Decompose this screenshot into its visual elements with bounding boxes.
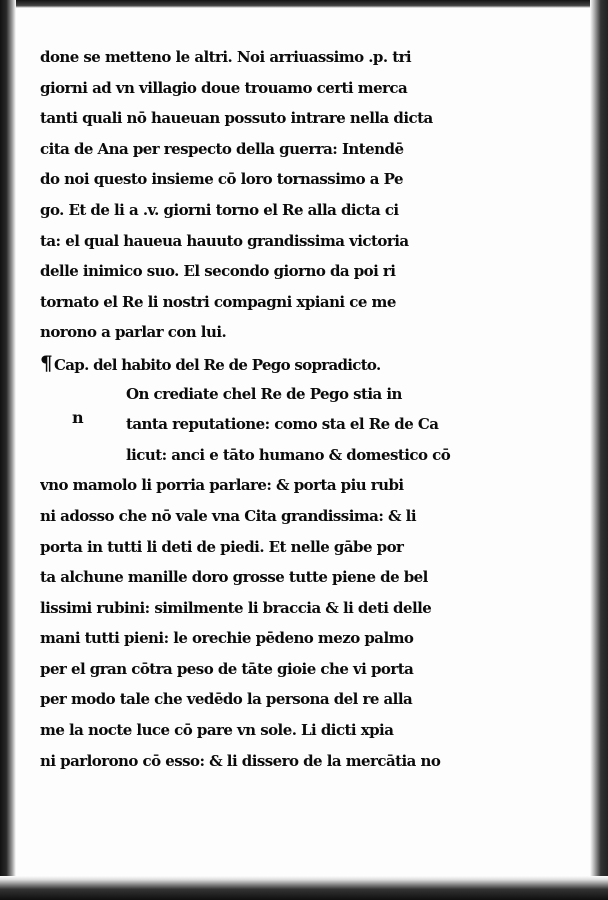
text-line: vno mamolo li porria parlare: & porta piu rubi — [40, 476, 404, 495]
text-line: tornato el Re li nostri compagni xpiani ce me — [40, 292, 396, 311]
text-line: do noi questo insieme cō loro tornassimo a Pe — [40, 170, 403, 189]
text-line: porta in tutti li deti de piedi. Et nelle gābe por — [40, 537, 404, 556]
text-line: cita de Ana per respecto della guerra: Intendē — [40, 139, 404, 158]
scan-edge-top — [0, 0, 608, 8]
text-line: licut: anci e tāto humano & domestico cō — [126, 445, 451, 464]
text-line: ni parlorono cō esso: & li dissero de la mercātia no — [40, 751, 441, 770]
chapter-heading — [40, 348, 532, 379]
scan-edge-left — [0, 0, 16, 900]
text-line: delle inimico suo. El secondo giorno da poi ri — [40, 262, 396, 281]
text-line: giorni ad vn villagio doue trouamo certi merca — [40, 78, 408, 97]
text-line: ni adosso che nō vale vna Cita grandissima: & li — [40, 506, 416, 525]
scan-edge-bottom — [0, 876, 608, 900]
text-line: ta: el qual haueua hauuto grandissima victoria — [40, 231, 409, 250]
text-line: done se metteno le altri. Noi arriuassimo .p. tri — [40, 48, 412, 66]
text-line: go. Et de li a .v. giorni torno el Re alla dicta ci — [40, 200, 399, 219]
scan-edge-right — [590, 0, 608, 900]
text-line: tanti quali nō haueuan possuto intrare nella dicta — [40, 109, 433, 128]
text-line: mani tutti pieni: le orechie pēdeno mezo palmo — [40, 629, 414, 648]
text-line: norono a parlar con lui. — [40, 323, 227, 342]
text-line: ta alchune manille doro grosse tutte piene de bel — [40, 568, 428, 587]
text-line: tanta reputatione: como sta el Re de Ca — [126, 415, 439, 434]
text-line: per modo tale che vedēdo la persona del re alla — [40, 690, 413, 709]
guide-letter: n — [72, 408, 84, 427]
text-line: per el gran cōtra peso de tāte gioie che vi porta — [40, 659, 414, 678]
chapter-heading-text: Cap. del habito del Re de Pego sopradicto. — [54, 355, 381, 374]
text-line: lissimi rubini: similmente li braccia & li deti delle — [40, 598, 432, 617]
paragraph-mark-icon: ¶ — [40, 350, 53, 375]
text-block — [40, 42, 532, 776]
text-line: me la nocte luce cō pare vn sole. Li dicti xpia — [40, 721, 394, 740]
text-line: On crediate chel Re de Pego stia in — [126, 384, 402, 403]
